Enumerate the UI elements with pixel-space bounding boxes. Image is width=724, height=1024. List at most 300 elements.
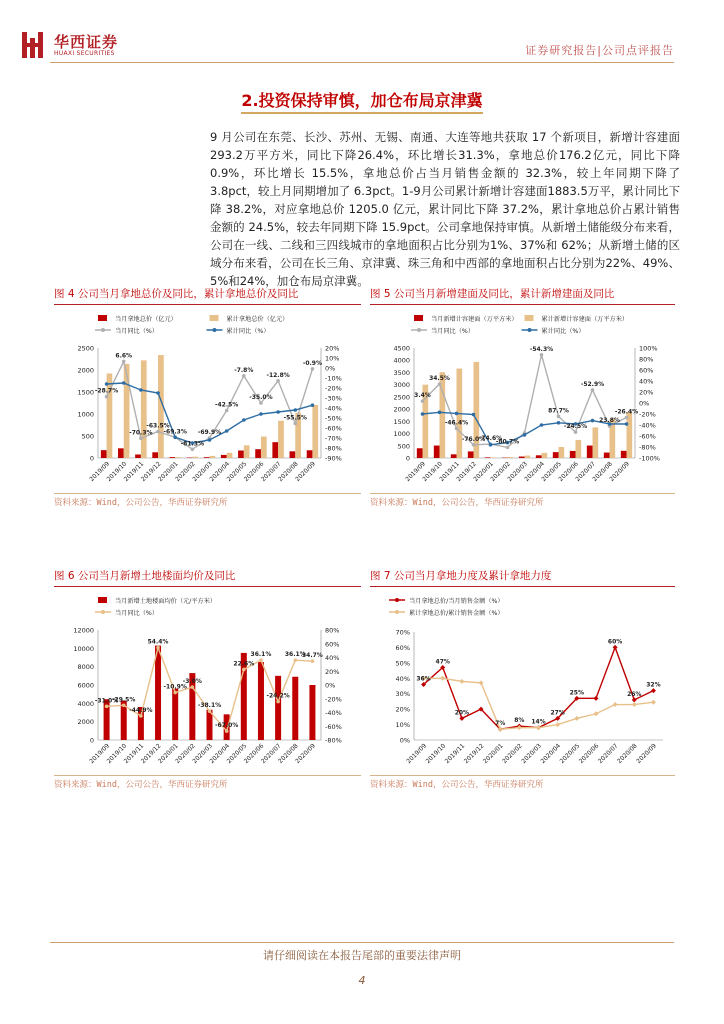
legend-label-3: 累计同比（%）	[541, 328, 585, 335]
point-marker	[139, 388, 143, 392]
x-tick-label: 2020/06	[557, 460, 580, 484]
point-marker	[293, 408, 297, 412]
legend-marker-1	[101, 610, 105, 614]
x-tick-label: 2019/09	[405, 742, 428, 766]
point-marker	[472, 413, 476, 417]
point-marker	[593, 696, 598, 701]
data-label: -81.3%	[180, 440, 205, 448]
point-marker	[625, 422, 629, 426]
bar-当月新增计容建面（万平方米）	[417, 448, 423, 458]
right-tick-label: 20%	[325, 667, 340, 676]
data-label: -74.6%	[478, 435, 503, 443]
footer-disclaimer: 请仔细阅读在本报告尾部的重要法律声明	[263, 949, 461, 962]
x-tick-label: 2019/12	[139, 460, 163, 484]
data-label: 32%	[646, 681, 661, 689]
fig6-bottom-rule	[54, 775, 361, 776]
point-marker	[191, 685, 195, 689]
right-tick-label: -80%	[325, 444, 342, 453]
bar-当月拿地总价（亿元）	[118, 448, 124, 458]
bar-当月新增计容建面（万平方米）	[451, 454, 457, 458]
point-marker	[105, 382, 109, 386]
fig6-source: 资料来源：Wind，公司公告，华西证券研究所	[54, 780, 228, 790]
legend-label-0: 当月拿地总价/当月销售金额（%）	[409, 598, 504, 605]
left-tick-label: 2000	[77, 366, 94, 375]
x-tick-label: 2019/10	[424, 742, 448, 766]
data-label: -44.9%	[129, 706, 153, 714]
left-tick-label: 3500	[393, 368, 410, 377]
point-marker	[440, 676, 445, 681]
fig4-title-rule	[54, 304, 361, 305]
point-marker	[139, 714, 143, 718]
point-marker	[225, 409, 229, 413]
point-marker	[591, 419, 595, 423]
data-label: 54.4%	[147, 638, 169, 646]
data-label: -63.5%	[146, 422, 170, 430]
fig5-title-rule	[370, 304, 675, 305]
point-marker	[557, 421, 561, 425]
data-label: 47%	[435, 658, 450, 666]
left-tick-label: 4000	[77, 699, 94, 708]
right-tick-label: 0%	[325, 681, 336, 690]
point-marker	[455, 427, 459, 431]
fig7-title: 图 7 公司当月拿地力度及累计拿地力度	[370, 570, 552, 582]
right-tick-label: -60%	[325, 424, 342, 433]
data-label: 36.1%	[250, 651, 272, 659]
report-type: 证券研究报告|公司点评报告	[525, 44, 674, 57]
data-label: -7.8%	[234, 366, 254, 374]
bar-当月新增土地楼面均价（元/平方米）	[309, 685, 315, 740]
x-tick-label: 2020/07	[259, 460, 283, 484]
point-marker	[259, 412, 263, 416]
fig4-bottom-rule	[54, 493, 361, 494]
left-tick-label: 70%	[395, 628, 410, 637]
left-tick-label: 2000	[77, 718, 94, 727]
point-marker	[173, 691, 177, 695]
point-marker	[613, 645, 618, 650]
legend-label-0: 当月新增计容建面（万平方米）	[431, 316, 518, 323]
data-label: 14%	[531, 718, 546, 726]
bar-累计新增计容建面（万平方米）	[542, 453, 548, 458]
point-marker	[506, 446, 510, 450]
point-marker	[259, 401, 263, 405]
data-label: -0.9%	[302, 359, 322, 367]
data-label: -29.5%	[112, 696, 136, 704]
fig7-title-rule	[370, 586, 675, 587]
right-tick-label: 100%	[639, 344, 658, 353]
left-tick-label: 10000	[73, 644, 94, 653]
data-label: 26%	[627, 690, 642, 698]
data-label: -28.7%	[94, 387, 119, 395]
point-marker	[632, 697, 637, 702]
header-divider	[50, 62, 674, 63]
bar-累计拿地总价（亿元）	[261, 437, 267, 458]
fig7-source: 资料来源：Wind，公司公告，华西证券研究所	[370, 780, 544, 790]
page-number: 4	[358, 974, 366, 987]
bar-当月新增计容建面（万平方米）	[553, 452, 559, 458]
data-label: 23.8%	[599, 417, 620, 425]
fig6-chart	[54, 590, 361, 774]
x-tick-label: 2020/04	[523, 460, 546, 484]
point-marker	[472, 443, 476, 447]
x-tick-label: 2019/10	[105, 460, 129, 484]
data-label: -24.5%	[563, 423, 588, 431]
x-tick-label: 2020/07	[574, 460, 597, 484]
fig4-source: 资料来源：Wind，公司公告，华西证券研究所	[54, 498, 228, 508]
bar-当月新增计容建面（万平方米）	[621, 451, 627, 458]
x-tick-label: 2019/12	[462, 742, 486, 766]
x-tick-label: 2020/03	[191, 742, 214, 766]
point-marker	[651, 688, 656, 693]
legend-marker-3	[528, 328, 532, 332]
right-tick-label: -80%	[325, 736, 342, 745]
data-label: 36%	[416, 675, 431, 683]
bar-累计拿地总价（亿元）	[312, 405, 318, 458]
bar-当月拿地总价（亿元）	[101, 450, 107, 458]
right-tick-label: -70%	[325, 434, 342, 443]
page-header	[0, 0, 724, 66]
legend-label-1: 累计新增计容建面（万平方米）	[541, 316, 629, 323]
data-label: 27%	[550, 709, 565, 717]
bar-累计拿地总价（亿元）	[210, 456, 216, 458]
point-marker	[489, 443, 493, 447]
bar-当月新增土地楼面均价（元/平方米）	[258, 662, 264, 740]
right-tick-label: -80%	[639, 443, 656, 452]
x-tick-label: 2020/06	[242, 742, 266, 766]
bar-当月新增计容建面（万平方米）	[434, 446, 440, 458]
x-tick-label: 2020/02	[174, 742, 197, 766]
x-tick-label: 2019/11	[443, 742, 467, 766]
right-tick-label: 60%	[325, 640, 340, 649]
x-tick-label: 2020/03	[520, 742, 543, 766]
left-tick-label: 500	[397, 442, 410, 451]
data-label: -69.3%	[163, 428, 187, 436]
fig5-title: 图 5 公司当月新增建面及同比，累计新增建面及同比	[370, 288, 615, 300]
point-marker	[311, 403, 315, 407]
point-marker	[536, 725, 541, 730]
x-tick-label: 2020/06	[577, 742, 601, 766]
x-tick-label: 2020/01	[157, 460, 180, 484]
x-tick-label: 2020/05	[225, 742, 249, 766]
x-tick-label: 2019/11	[122, 742, 146, 766]
left-tick-label: 20%	[395, 705, 410, 714]
data-label: -76.0%	[461, 435, 486, 443]
x-tick-label: 2020/04	[208, 742, 232, 766]
right-tick-label: -90%	[325, 454, 342, 463]
right-tick-label: -40%	[325, 709, 342, 717]
point-marker	[208, 438, 212, 442]
x-tick-label: 2019/10	[105, 742, 129, 766]
point-marker	[311, 367, 315, 371]
bar-累计拿地总价（亿元）	[141, 360, 147, 458]
bar-当月拿地总价（亿元）	[221, 455, 227, 458]
data-label: 87.7%	[548, 407, 569, 415]
legend-swatch-1	[210, 315, 219, 321]
series-line-0	[424, 647, 654, 729]
point-marker	[208, 709, 212, 713]
data-label: -26.4%	[614, 408, 639, 416]
x-tick-label: 2019/10	[421, 460, 444, 484]
data-label: -38.1%	[197, 702, 222, 710]
point-marker	[105, 395, 109, 399]
x-tick-label: 2020/05	[225, 460, 249, 484]
x-tick-label: 2020/03	[191, 460, 214, 484]
data-label: -10.9%	[163, 683, 187, 691]
x-tick-label: 2020/09	[608, 460, 631, 484]
data-label: -55.5%	[283, 414, 307, 422]
bar-累计新增计容建面（万平方米）	[559, 447, 565, 458]
point-marker	[225, 429, 229, 433]
data-label: 36.1%	[284, 651, 306, 659]
bar-累计拿地总价（亿元）	[124, 364, 130, 458]
point-marker	[122, 360, 126, 364]
x-tick-label: 2020/01	[472, 460, 495, 484]
left-tick-label: 30%	[395, 690, 410, 699]
data-label: -80.7%	[495, 438, 520, 446]
left-tick-label: 8000	[77, 663, 94, 672]
data-label: -67.0%	[214, 722, 239, 730]
x-tick-label: 2020/01	[482, 742, 505, 766]
data-label: -70.3%	[129, 429, 153, 437]
bar-当月新增土地楼面均价（元/平方米）	[155, 646, 161, 740]
x-tick-label: 2020/02	[174, 460, 197, 484]
left-tick-label: 1500	[77, 388, 94, 397]
point-marker	[191, 448, 195, 452]
legend-label-1: 累计拿地总价/累计销售金额（%）	[409, 610, 504, 617]
point-marker	[156, 391, 160, 395]
point-marker	[591, 388, 595, 392]
point-marker	[459, 679, 464, 684]
data-label: 6.6%	[115, 352, 133, 360]
data-label: -52.9%	[580, 380, 605, 388]
bar-当月新增土地楼面均价（元/平方米）	[275, 676, 281, 740]
point-marker	[139, 437, 143, 441]
left-tick-label: 3000	[393, 381, 410, 390]
left-tick-label: 1000	[77, 410, 94, 419]
left-tick-label: 0	[405, 454, 410, 463]
point-marker	[540, 353, 544, 357]
body-paragraph: 9 月公司在东莞、长沙、苏州、无锡、南通、大连等地共获取 17 个新项目，新增计容建面293.2万平方米，同比下降26.4%，环比增长31.3%，拿地总价176.2亿元，同比下降 0.9%，环比增长 15.5%，拿地总价占当月销售金额的 32.3%，较上年同期下降了 3.8pct，较上月同期增加了 6.3pct。1-9月公司累计新增计容建面1883.5万平，累计同比下降 38.2%，对应拿地总价 1205.0 亿元，累计同比下降 37.2%，累计拿地总价占累计销售金额的 24.5%，较去年同期下降 15.9pct。公司拿地保持审慎。从新增土储能级分布来看，公司在一线、二线和三四线城市的拿地面积占比分别为1%、37%和 62%；从新增土储的区域分布来看，公司在长三角、京津冀、珠三角和中西部的拿地面积占比分别为22%、49%、5%和24%，加仓布局京津冀。	[210, 130, 680, 288]
x-tick-label: 2019/09	[88, 460, 111, 484]
bar-累计拿地总价（亿元）	[244, 445, 250, 458]
legend-label-2: 当月同比（%）	[431, 328, 475, 335]
bar-累计新增计容建面（万平方米）	[593, 427, 599, 458]
left-tick-label: 60%	[395, 643, 410, 652]
x-tick-label: 2019/09	[404, 460, 427, 484]
x-tick-label: 2020/03	[506, 460, 529, 484]
bar-累计新增计容建面（万平方米）	[525, 456, 531, 458]
bar-当月新增计容建面（万平方米）	[604, 453, 610, 458]
x-tick-label: 2020/08	[277, 742, 300, 766]
point-marker	[479, 680, 484, 685]
bar-当月新增土地楼面均价（元/平方米）	[172, 689, 178, 740]
point-marker	[574, 430, 578, 434]
data-label: 34.5%	[429, 375, 450, 383]
left-tick-label: 2500	[77, 344, 94, 353]
x-tick-label: 2019/09	[88, 742, 111, 766]
right-tick-label: 0%	[639, 399, 650, 408]
fig4-chart	[54, 308, 361, 492]
bar-当月拿地总价（亿元）	[152, 452, 158, 458]
data-label: 25%	[569, 689, 584, 697]
point-marker	[523, 433, 527, 437]
point-marker	[156, 646, 160, 650]
right-tick-label: 80%	[639, 355, 654, 364]
bar-累计新增计容建面（万平方米）	[576, 440, 582, 458]
point-marker	[455, 412, 459, 416]
left-tick-label: 0%	[399, 736, 410, 745]
left-tick-label: 40%	[395, 674, 410, 683]
x-tick-label: 2020/06	[242, 460, 266, 484]
data-label: -31.0%	[94, 697, 119, 705]
left-tick-label: 50%	[395, 659, 410, 668]
right-tick-label: 20%	[639, 388, 654, 397]
x-tick-label: 2020/09	[294, 742, 317, 766]
x-tick-label: 2020/08	[616, 742, 639, 766]
point-marker	[242, 668, 246, 672]
x-tick-label: 2020/07	[596, 742, 620, 766]
point-marker	[438, 382, 442, 386]
legend-marker-1	[395, 610, 399, 614]
fig5-chart	[370, 308, 675, 492]
data-label: -12.8%	[266, 371, 290, 379]
point-marker	[574, 716, 579, 721]
point-marker	[593, 711, 598, 716]
point-marker	[242, 418, 246, 422]
left-tick-label: 12000	[73, 626, 94, 635]
data-label: 3.4%	[414, 392, 431, 400]
data-label: 7%	[495, 720, 506, 728]
left-tick-label: 1000	[393, 430, 410, 439]
bar-当月拿地总价（亿元）	[272, 442, 278, 458]
data-label: 22.6%	[233, 660, 255, 668]
point-marker	[311, 659, 315, 663]
legend-swatch-0	[414, 315, 423, 321]
bar-累计新增计容建面（万平方米）	[508, 457, 514, 458]
point-marker	[651, 700, 656, 705]
bar-当月新增计容建面（万平方米）	[485, 457, 491, 458]
point-marker	[613, 702, 618, 707]
point-marker	[156, 430, 160, 434]
bar-当月拿地总价（亿元）	[135, 454, 141, 458]
right-tick-label: 60%	[639, 366, 654, 375]
right-tick-label: 40%	[639, 377, 654, 386]
left-tick-label: 4000	[393, 356, 410, 365]
legend-label-0: 当月新增土地楼面均价（元/平方米）	[115, 598, 217, 605]
right-tick-label: -100%	[639, 454, 660, 463]
bar-当月拿地总价（亿元）	[255, 449, 261, 458]
point-marker	[632, 702, 637, 707]
point-marker	[276, 379, 280, 383]
x-tick-label: 2019/12	[139, 742, 163, 766]
x-tick-label: 2020/05	[558, 742, 582, 766]
fig5-source: 资料来源：Wind，公司公告，华西证券研究所	[370, 498, 544, 508]
point-marker	[557, 415, 561, 419]
section-title: 2.投资保持审慎，加仓布局京津冀	[0, 88, 724, 111]
data-label: -24.2%	[266, 692, 290, 700]
bar-累计拿地总价（亿元）	[192, 457, 198, 458]
fig6-title-rule	[54, 586, 361, 587]
right-tick-label: -20%	[325, 384, 342, 393]
x-tick-label: 2020/02	[489, 460, 512, 484]
logo-text-cn: 华西证券	[54, 33, 119, 51]
point-marker	[421, 399, 425, 403]
point-marker	[105, 705, 109, 709]
legend-label-1: 当月同比（%）	[115, 610, 159, 617]
data-label: -42.5%	[214, 401, 239, 409]
bar-累计拿地总价（亿元）	[175, 457, 181, 458]
left-tick-label: 4500	[393, 344, 410, 353]
footer-divider	[50, 942, 674, 943]
x-tick-label: 2020/04	[208, 460, 232, 484]
bar-累计新增计容建面（万平方米）	[491, 457, 497, 458]
right-tick-label: -40%	[639, 421, 656, 430]
left-tick-label: 0	[89, 454, 94, 463]
right-tick-label: 40%	[325, 654, 340, 662]
legend-marker-2	[101, 328, 105, 332]
point-marker	[625, 416, 629, 420]
data-label: -69.9%	[197, 428, 222, 436]
bar-当月新增计容建面（万平方米）	[570, 451, 576, 458]
x-tick-label: 2019/11	[122, 460, 146, 484]
x-tick-label: 2019/12	[455, 460, 478, 484]
point-marker	[122, 703, 126, 707]
right-tick-label: -60%	[639, 432, 656, 441]
bar-累计拿地总价（亿元）	[278, 421, 284, 458]
point-marker	[122, 381, 126, 385]
left-tick-label: 6000	[77, 681, 94, 690]
right-tick-label: -20%	[325, 695, 342, 704]
legend-marker-0	[395, 598, 399, 602]
x-tick-label: 2020/02	[501, 742, 524, 766]
right-tick-label: -50%	[325, 414, 342, 423]
x-tick-label: 2020/08	[277, 460, 300, 484]
right-tick-label: 10%	[325, 354, 340, 363]
data-label: 20%	[454, 709, 470, 717]
data-label: -3.0%	[182, 678, 202, 686]
data-label: 60%	[607, 638, 623, 646]
point-marker	[276, 700, 280, 704]
bar-当月新增计容建面（万平方米）	[468, 451, 474, 458]
left-tick-label: 500	[81, 432, 94, 441]
x-tick-label: 2020/09	[294, 460, 317, 484]
huaxi-logo-icon	[22, 32, 44, 58]
data-label: 8%	[514, 717, 525, 725]
bar-当月拿地总价（亿元）	[238, 451, 244, 458]
logo-text-en: HUAXI SECURITIES	[54, 50, 115, 57]
left-tick-label: 10%	[395, 721, 410, 730]
point-marker	[225, 729, 229, 733]
right-tick-label: -20%	[639, 410, 656, 419]
left-tick-label: 2500	[393, 393, 410, 402]
fig7-bottom-rule	[370, 775, 675, 776]
x-tick-label: 2020/09	[635, 742, 658, 766]
left-tick-label: 1500	[393, 417, 410, 426]
x-tick-label: 2020/05	[540, 460, 563, 484]
legend-swatch-0	[98, 315, 107, 321]
legend-marker-2	[417, 328, 421, 332]
left-tick-label: 0	[89, 736, 94, 745]
data-label: -46.4%	[444, 419, 469, 427]
legend-swatch-1	[525, 315, 534, 321]
point-marker	[555, 722, 560, 727]
fig6-title: 图 6 公司当月新增土地楼面均价及同比	[54, 570, 236, 582]
point-marker	[242, 374, 246, 378]
right-tick-label: -40%	[325, 404, 342, 413]
bar-当月新增土地楼面均价（元/平方米）	[292, 677, 298, 740]
bar-当月拿地总价（亿元）	[307, 450, 313, 458]
bar-当月新增计容建面（万平方米）	[587, 446, 593, 458]
bar-当月新增计容建面（万平方米）	[519, 457, 525, 458]
